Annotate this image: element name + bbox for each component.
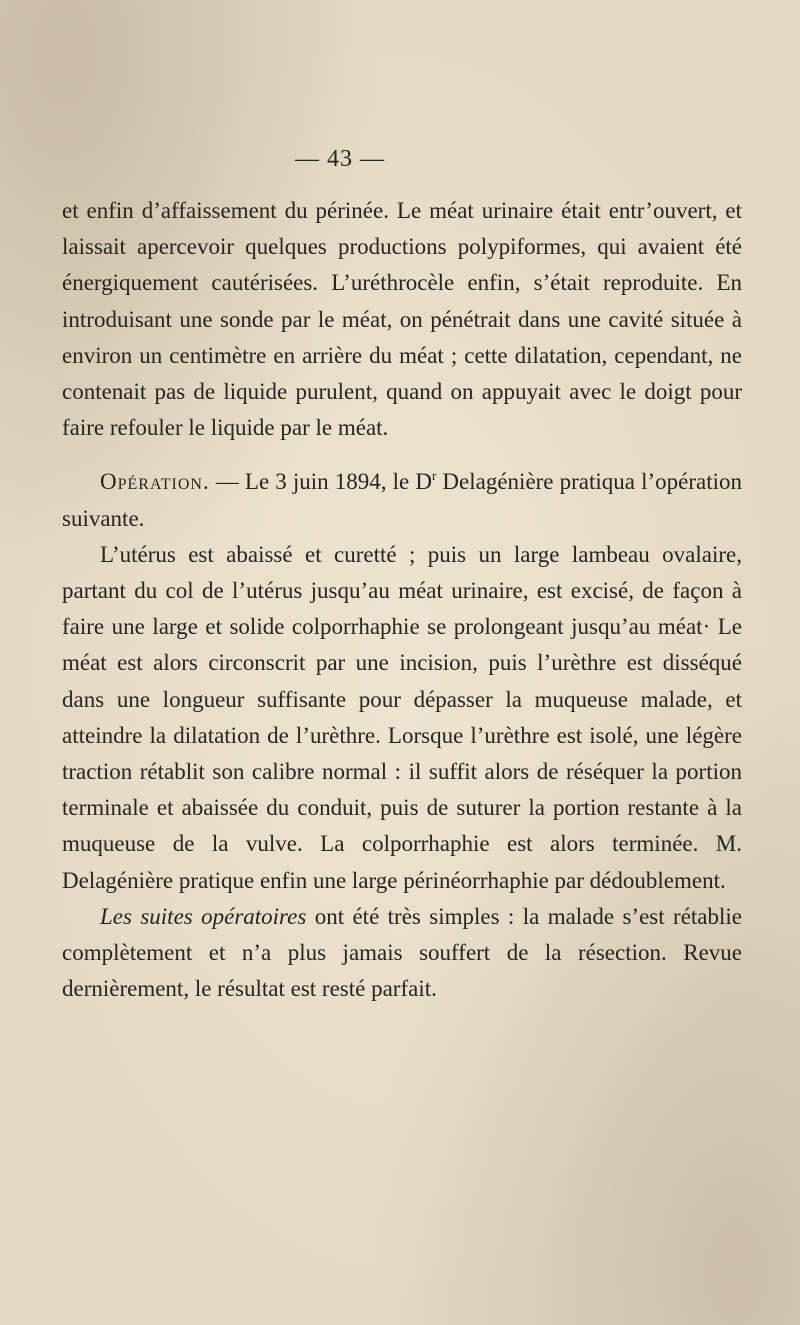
doctor-superscript: r [431, 468, 437, 484]
paragraph-outcome [62, 899, 742, 1008]
body-text [62, 193, 742, 1007]
outcome-italic: Les suites opératoires [100, 903, 307, 929]
outcome-text: ont été très simples : la malade s’est rétablie complètement et n’a plus jamais souffert de la résection. Revue dernièrement, le résultat est resté parfait. [62, 903, 742, 1002]
operation-heading: Opération. [100, 469, 210, 495]
paragraph-1: et enfin d’affaissement du périnée. Le méat urinaire était entr’ouvert, et laissait apercevoir quelques productions polypiformes, qui avaient été énergiquement cautérisées. L’uréthrocèle enfin, s’était reproduite. En introduisant une sonde par le méat, on pénétrait dans une cavité située à environ un centimètre en arrière du méat ; cette dilatation, cependant, ne contenait pas de liquide purulent, quand on appuyait avec le doigt pour faire refouler le liquide par le méat. [62, 198, 742, 441]
paragraph-procedure: L’utérus est abaissé et curetté ; puis un large lambeau ovalaire, partant du col de l’utérus jusqu’au méat urinaire, est excisé, de façon à faire une large et solide colporrhaphie se prolongeant jusqu’au méat· Le méat est alors circonscrit par une incision, puis l’urèthre est disséqué dans une longueur suffisante pour dépasser la muqueuse malade, et atteindre la dilatation de l’urèthre. Lorsque l’urèthre est isolé, une légère traction rétablit son calibre normal : il suffit alors de réséquer la portion terminale et abaissée du conduit, puis de suturer la portion restante à la muqueuse de la vulve. La colporrhaphie est alors terminée. M. Delagénière pratique enfin une large périnéorrhaphie par dédoublement. [62, 541, 742, 893]
operation-text-after: Delagénière pratiqua l’opération suivante. [62, 469, 742, 531]
page-number: — 43 — [295, 146, 385, 172]
operation-text-before: — Le 3 juin 1894, le D [209, 469, 432, 495]
paragraph-operation [62, 464, 742, 536]
